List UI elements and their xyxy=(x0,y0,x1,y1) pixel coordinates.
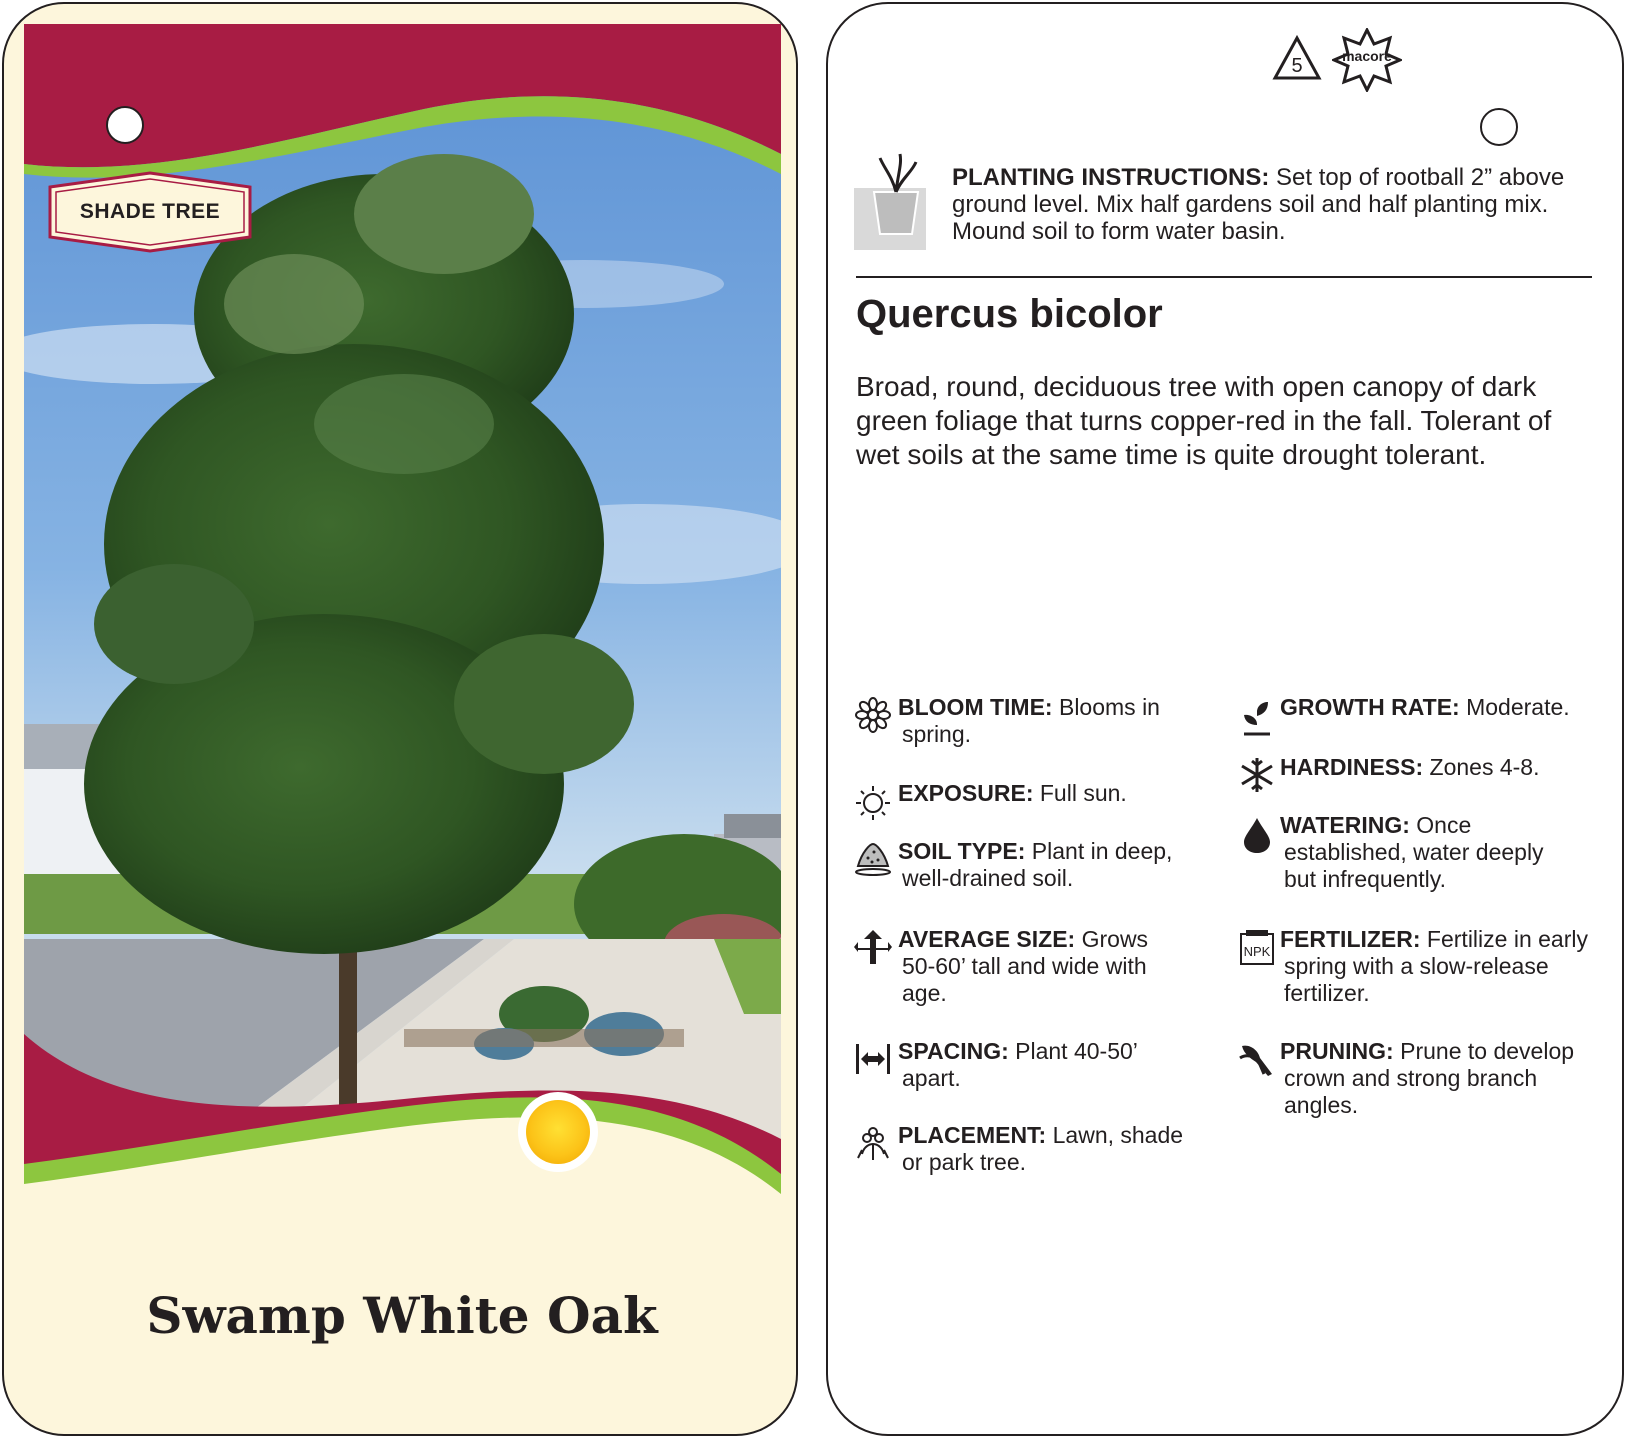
description-line: wet soils at the same time is quite drought tolerant. xyxy=(856,439,1487,470)
spacing-icon xyxy=(854,1040,892,1078)
attr-value: established, water deeply xyxy=(1284,839,1544,865)
attr-value: Grows xyxy=(1075,926,1149,952)
flower-icon xyxy=(854,696,892,734)
description-line: green foliage that turns copper-red in the fall. Tolerant of xyxy=(856,405,1552,436)
attr-value: Lawn, shade xyxy=(1046,1122,1184,1148)
snowflake-icon xyxy=(1238,756,1276,794)
attr-value: 50-60’ tall and wide with xyxy=(902,953,1147,979)
attr-label: FERTILIZER: xyxy=(1280,926,1421,952)
attr-label: AVERAGE SIZE: xyxy=(898,926,1076,952)
attr-value: or park tree. xyxy=(902,1149,1026,1175)
attr-value: apart. xyxy=(902,1065,961,1091)
attr-value: angles. xyxy=(1284,1092,1359,1118)
attr-pruning xyxy=(1280,1038,1574,1119)
attr-average-size xyxy=(898,926,1148,1007)
attr-label: SOIL TYPE: xyxy=(898,838,1026,864)
attr-value: Blooms in xyxy=(1052,694,1160,720)
attr-value: crown and strong branch xyxy=(1284,1065,1538,1091)
attr-value: age. xyxy=(902,980,947,1006)
attr-value: Zones 4-8. xyxy=(1423,754,1540,780)
attr-label: HARDINESS: xyxy=(1280,754,1424,780)
attr-value: but infrequently. xyxy=(1284,866,1446,892)
planting-line: ground level. Mix half gardens soil and half planting mix. xyxy=(952,191,1549,218)
attr-soil-type xyxy=(898,838,1172,892)
attr-value: well-drained soil. xyxy=(902,865,1074,891)
attr-hardiness xyxy=(1280,754,1539,781)
potted-plant-icon xyxy=(854,152,926,250)
attr-value: fertilizer. xyxy=(1284,980,1370,1006)
sun-outline-icon xyxy=(854,784,892,822)
planting-instructions xyxy=(952,164,1592,245)
attr-value: Prune to develop xyxy=(1393,1038,1575,1064)
common-name: Swamp White Oak xyxy=(146,1286,658,1345)
front-tag xyxy=(2,2,798,1436)
attr-value: Plant 40-50’ xyxy=(1008,1038,1138,1064)
attr-label: WATERING: xyxy=(1280,812,1410,838)
recycle-icon xyxy=(1272,34,1322,84)
placement-icon xyxy=(854,1124,892,1162)
macore-logo xyxy=(1332,28,1402,92)
growth-icon xyxy=(1238,698,1276,736)
attr-bloom-time xyxy=(898,694,1160,748)
attr-label: EXPOSURE: xyxy=(898,780,1034,806)
attr-label: GROWTH RATE: xyxy=(1280,694,1460,720)
attr-value: spring. xyxy=(902,721,972,747)
description xyxy=(856,370,1586,472)
planting-heading: PLANTING INSTRUCTIONS: xyxy=(952,164,1270,191)
water-drop-icon xyxy=(1238,816,1276,854)
macore-brand: macore xyxy=(1342,48,1392,64)
planting-line: Mound soil to form water basin. xyxy=(952,218,1286,245)
attr-label: PRUNING: xyxy=(1280,1038,1394,1064)
attr-label: BLOOM TIME: xyxy=(898,694,1053,720)
attr-label: SPACING: xyxy=(898,1038,1009,1064)
sun-exposure-badge xyxy=(518,1092,598,1172)
attr-value: Plant in deep, xyxy=(1025,838,1173,864)
attr-value: Fertilize in early xyxy=(1420,926,1588,952)
sun-icon xyxy=(526,1100,590,1164)
attr-watering xyxy=(1280,812,1544,893)
attr-fertilizer xyxy=(1280,926,1588,1007)
back-tag xyxy=(826,2,1624,1436)
attr-value: Once xyxy=(1409,812,1472,838)
soil-icon xyxy=(854,840,892,878)
size-icon xyxy=(854,928,892,966)
recycle-number: 5 xyxy=(1291,55,1303,77)
fertilizer-icon xyxy=(1238,928,1276,966)
divider xyxy=(856,276,1592,278)
planting-line: Set top of rootball 2” above xyxy=(1269,164,1565,191)
description-line: Broad, round, deciduous tree with open canopy of dark xyxy=(856,371,1537,402)
hang-hole xyxy=(106,106,144,144)
attr-value: spring with a slow-release xyxy=(1284,953,1549,979)
svg-text:NPK: NPK xyxy=(1243,944,1271,959)
attr-growth-rate xyxy=(1280,694,1570,721)
attr-exposure xyxy=(898,780,1127,807)
attr-label: PLACEMENT: xyxy=(898,1122,1047,1148)
category-badge xyxy=(36,169,264,255)
category-label: SHADE TREE xyxy=(79,200,221,223)
attr-placement xyxy=(898,1122,1183,1176)
attr-spacing xyxy=(898,1038,1138,1092)
hang-hole xyxy=(1480,108,1518,146)
attr-value: Moderate. xyxy=(1459,694,1570,720)
botanical-name: Quercus bicolor xyxy=(856,292,1163,336)
pruners-icon xyxy=(1238,1040,1276,1078)
attr-value: Full sun. xyxy=(1033,780,1127,806)
